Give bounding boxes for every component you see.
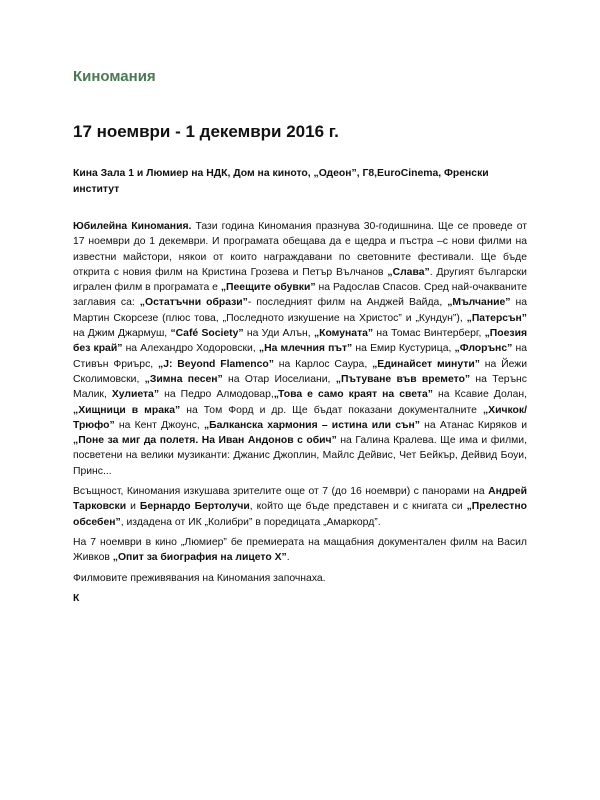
text-run: на Стивън Фриърс, <box>73 343 527 370</box>
text-run: Тази година Киномания празнува 30-годишнина. Ще се проведе от 17 ноември до 1 декември. И програмата обещава да е щедра и пъстра –с нови филми на известни майстори, някои от които награждавани по световните фестивали. Ще бъде открита с новия филм на Кристина Грозева и Петър Вълчанов <box>73 221 528 278</box>
text-run: на Джим Джармуш, <box>73 328 171 340</box>
paragraph-documentary <box>73 535 527 566</box>
text-run: - последният филм на Анджей Вайда, <box>247 297 448 309</box>
text-run: на Уди Алън, <box>243 328 314 340</box>
bold-run: „Комуната” <box>313 328 374 340</box>
bold-run: „Флорънс” <box>454 343 513 355</box>
bold-run: Бернардо Бертолучи <box>139 501 250 513</box>
bold-run: „Мълчание” <box>447 297 511 309</box>
bold-run: „Пътуване във времето” <box>335 373 471 385</box>
text-run: на Кент Джоунс, <box>114 419 204 431</box>
text-run: на Терънс Малик, <box>73 373 527 401</box>
bold-run: „J: Beyond Flamenco” <box>158 358 274 370</box>
text-run: на Галина Кралева. Ще има и филми, посветени на велики музиканти: Джанис Джоплин, Майлс Дейвис, Чет Бейкър, Дейвид Боуи, Принс... <box>73 435 527 477</box>
bold-run: Хулиета” <box>111 389 160 401</box>
bold-run: Андрей Тарковски <box>73 486 527 513</box>
bold-run: „Поезия без край” <box>73 328 528 355</box>
text-run: на Педро Алмодовар, <box>159 389 274 401</box>
bold-run: „Пеещите обувки” <box>220 282 316 294</box>
bold-run: Юбилейна Киномания. <box>73 221 192 232</box>
brand-heading: Киномания <box>73 68 156 85</box>
signature: К <box>73 592 80 604</box>
text-run: на Отар Иоселиани, <box>222 373 336 385</box>
bold-run: „Опит за биография на лицето Х” <box>112 552 287 564</box>
text-run: на Ксавие Долан, <box>433 389 527 401</box>
text-run: на Томас Винтерберг, <box>373 328 485 340</box>
bold-run: „Хищници в мрака” <box>73 404 181 416</box>
text-run: и <box>126 501 140 513</box>
bold-run: „Слава” <box>387 266 430 278</box>
text-run: на Атанас Киряков и <box>419 419 528 431</box>
text-run: на Мартин Скорсезе (плюс това, „Последното изкушение на Христос” и „Кундун”), <box>73 297 527 324</box>
text-run: на Карлос Саура, <box>273 358 373 370</box>
text-run: . Другият български игрален филм в програмата е <box>73 266 527 294</box>
text-run: на Емир Кустурица, <box>352 343 455 355</box>
bold-run: „Зимна песен” <box>144 373 223 385</box>
bold-run: „Остатъчни образи” <box>139 297 248 309</box>
text-run: на Том Форд и др. Ще бъдат показани документалните <box>180 404 483 416</box>
text-run: . <box>286 552 290 564</box>
bold-run: „Това е само краят на света” <box>273 389 433 401</box>
bold-run: „Поне за миг да полетя. На Иван Андонов с обич” <box>73 435 337 447</box>
venues-line: Кина Зала 1 и Люмиер на НДК, Дом на киното, „Одеон”, Г8,EuroCinema, Френски институт <box>73 168 489 195</box>
text-run: на Алехандро Ходоровски, <box>122 343 259 355</box>
bold-run: „На млечния път” <box>258 343 353 355</box>
bold-run: „Балканска хармония – истина или сън” <box>203 419 420 431</box>
text-run: , издадена от ИК „Колибри” в поредицата „Амаркорд”. <box>120 516 381 528</box>
text-run: На 7 ноември в кино „Люмиер” бе премиерата на мащабния документален филм на Васил Живков <box>73 536 527 564</box>
article-body <box>73 219 527 606</box>
bold-run: „Хичкок/Трюфо” <box>73 404 527 431</box>
text-run: Всъщност, Киномания изкушава зрителите още от 7 (до 16 ноември) с панорами на <box>73 486 489 498</box>
bold-run: „Патерсън” <box>466 312 527 324</box>
text-run: на Йежи Сколимовски, <box>73 358 528 385</box>
paragraph-intro <box>73 219 527 479</box>
bold-run: „Единайсет минути” <box>372 358 480 370</box>
text-run: на Радослав Спасов. Сред най-очакваните заглавия са: <box>73 282 527 309</box>
text-run: , който ще бъде представен и с книгата си <box>249 501 467 513</box>
bold-run: “Café Society” <box>170 328 244 340</box>
paragraph-closing: Филмовите преживявания на Киномания започнаха. <box>73 572 326 584</box>
bold-run: „Прелестно обсебен” <box>73 501 527 528</box>
paragraph-panoramas <box>73 484 527 530</box>
page-title: 17 ноември - 1 декември 2016 г. <box>73 122 339 141</box>
